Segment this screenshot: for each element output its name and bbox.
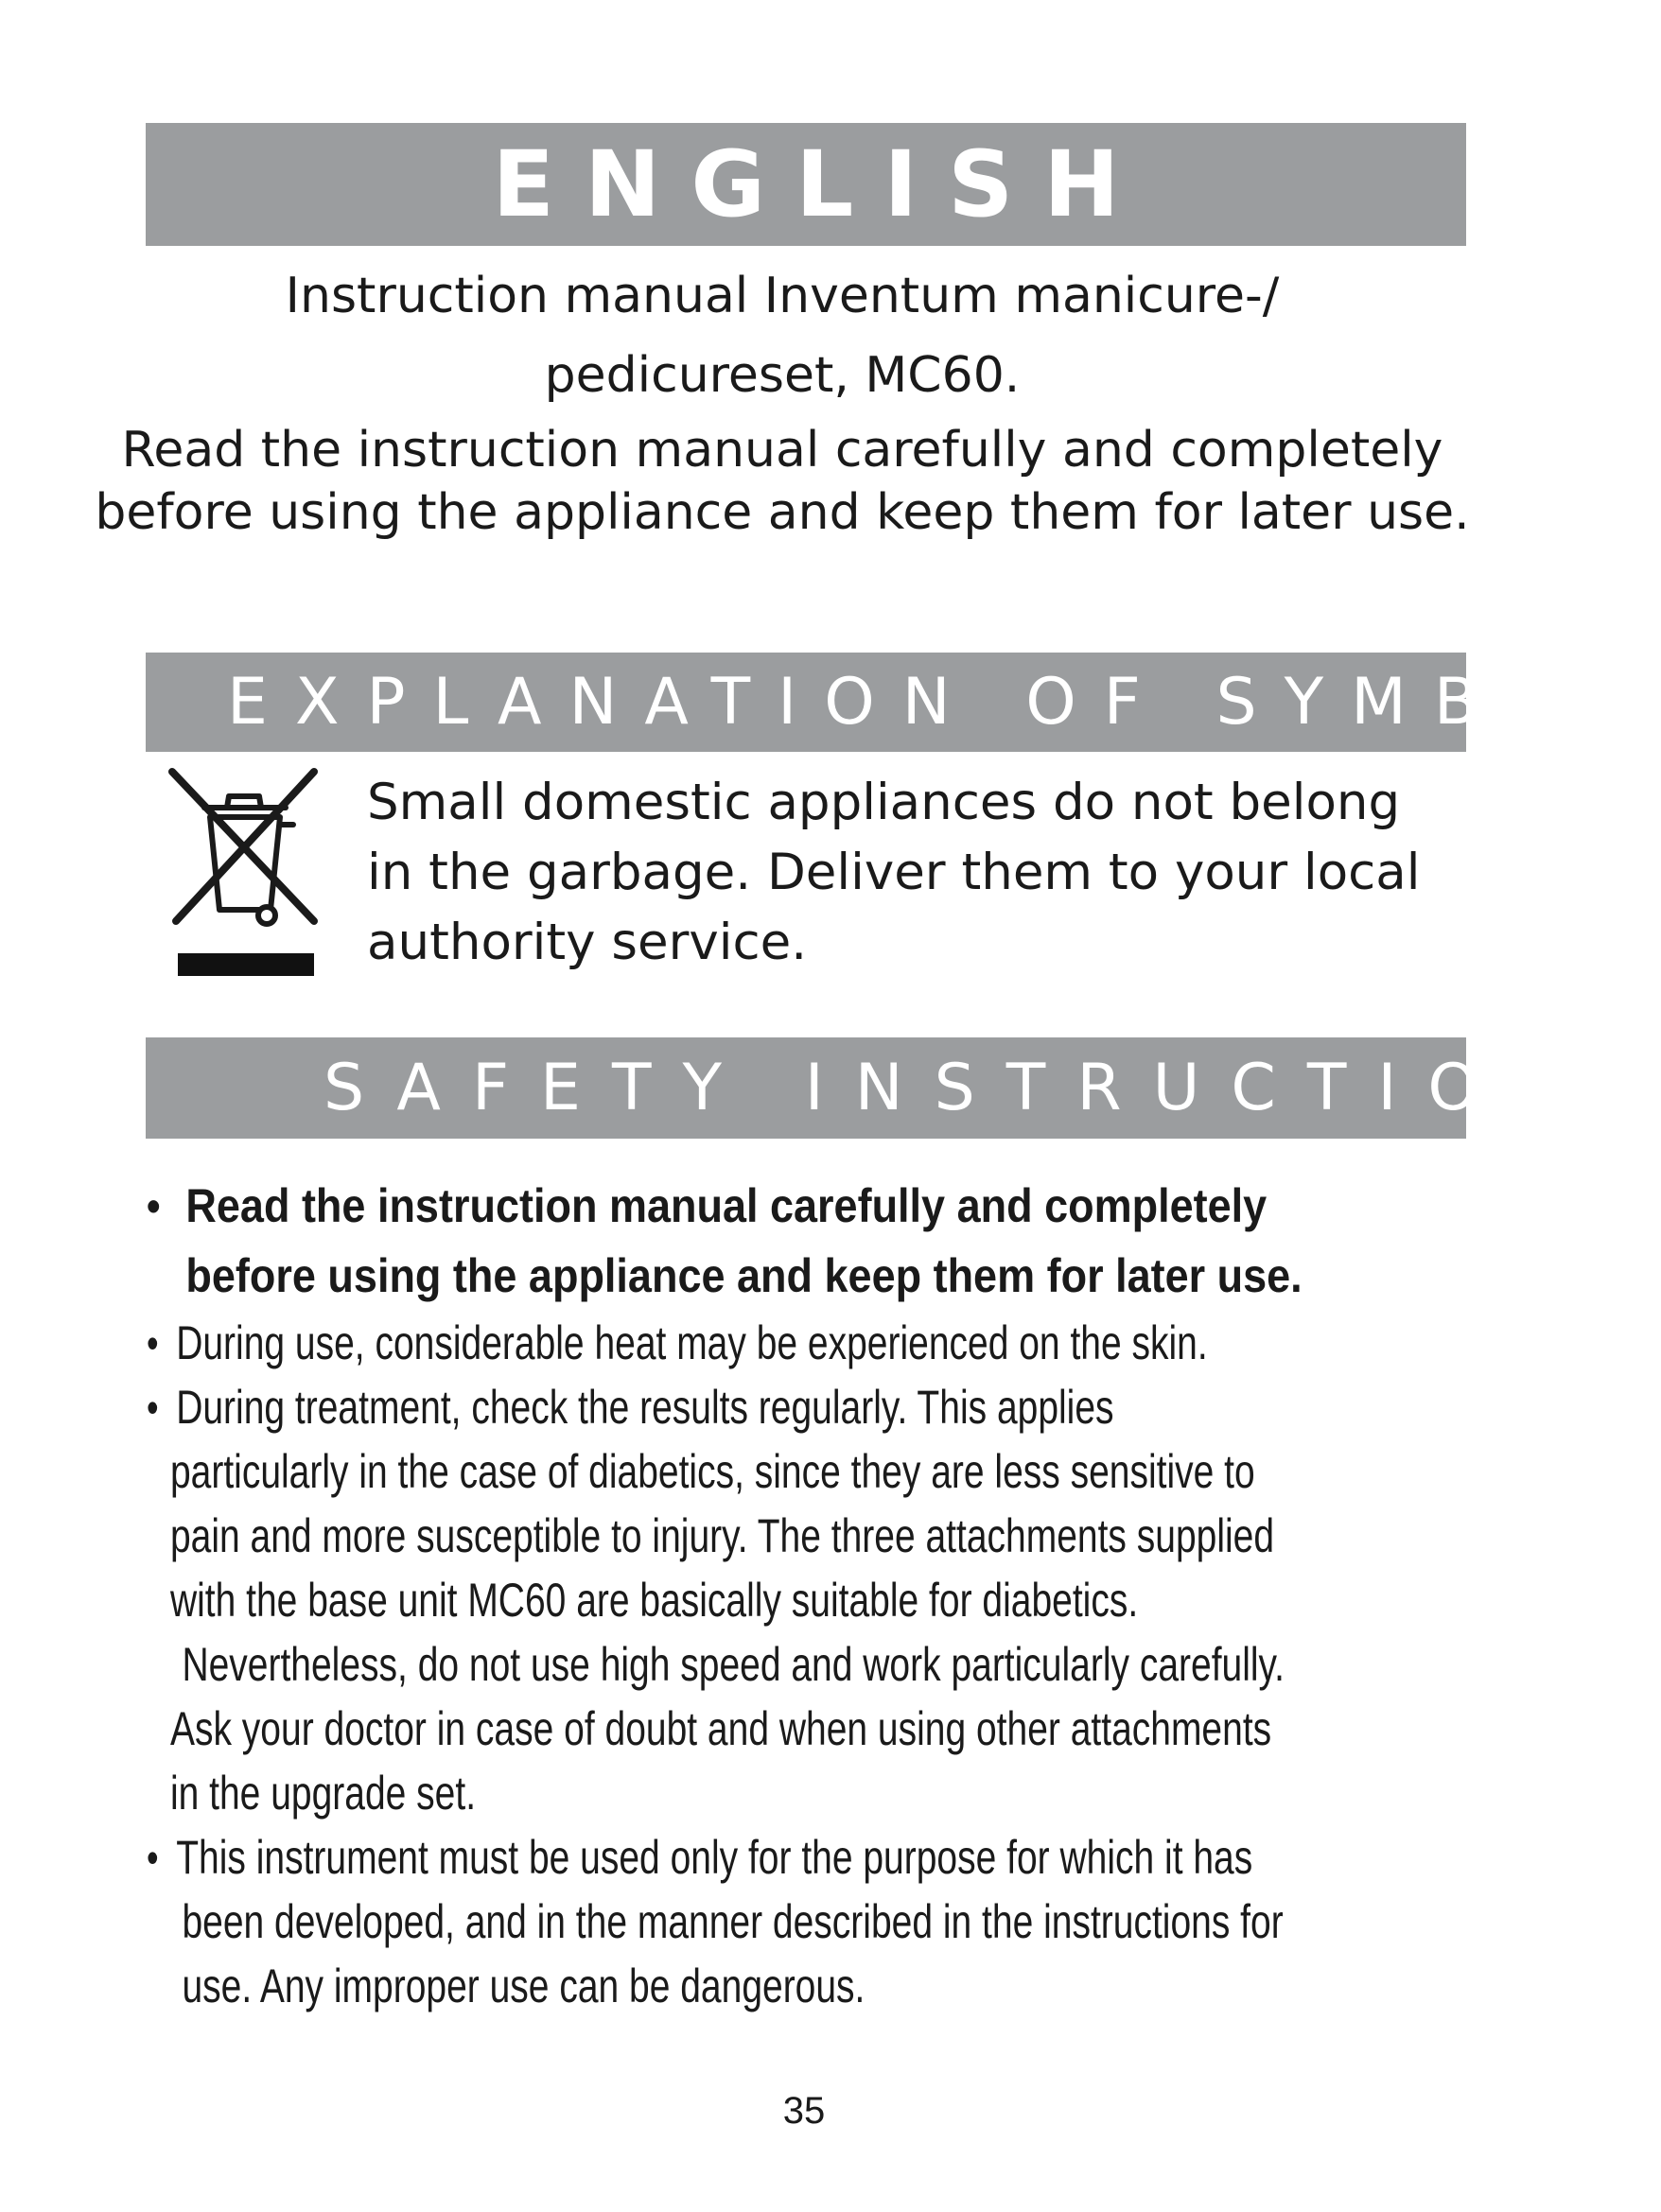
read-notice-line-2: before using the appliance and keep them for later use. [95, 484, 1470, 541]
safety-item-4-line-2: been developed, and in the manner described in the instructions for [182, 1895, 1284, 1948]
symbol-explanation-heading: EXPLANATION OF SYMBOL [227, 665, 1646, 740]
list-item-continuation [147, 1439, 1255, 1504]
safety-item-1-line-1: Read the instruction manual carefully and completely [185, 1179, 1268, 1232]
crossed-out-wheelie-bin-icon [168, 768, 320, 980]
manual-title-line-2: pedicureset, MC60. [544, 347, 1021, 404]
list-item-continuation [147, 1890, 1284, 1954]
list-item-continuation [147, 1504, 1275, 1568]
language-title: ENGLISH [492, 131, 1150, 237]
list-item [147, 1311, 1208, 1375]
safety-item-3-line-2: particularly in the case of diabetics, since they are less sensitive to [169, 1445, 1255, 1498]
safety-item-3-line-6: Ask your doctor in case of doubt and when using other attachments [169, 1702, 1272, 1755]
safety-item-2-line-1: During use, considerable heat may be experienced on the skin. [176, 1316, 1208, 1369]
symbol-text-line-3: authority service. [367, 914, 808, 971]
safety-instructions-list [147, 1171, 1471, 2018]
list-item-continuation [147, 1241, 1338, 1311]
list-item [147, 1825, 1253, 1890]
safety-item-1-line-2: before using the appliance and keep them for later use. [185, 1249, 1303, 1302]
list-item-continuation [147, 1568, 1180, 1632]
manual-title-line-1: Instruction manual Inventum manicure-/ [285, 268, 1280, 324]
list-item-continuation [147, 1697, 1272, 1761]
safety-item-3-line-4: with the base unit MC60 are basically suitable for diabetics. [169, 1574, 1139, 1627]
safety-item-3-line-5: Nevertheless, do not use high speed and work particularly carefully. [182, 1638, 1285, 1691]
symbol-explanation-header-bar [146, 653, 1646, 752]
bullet-icon: • [147, 1383, 159, 1432]
symbol-text-line-1: Small domestic appliances do not belong [367, 774, 1401, 831]
symbol-explanation-text [367, 768, 1464, 978]
bullet-icon: • [147, 1318, 159, 1367]
safety-item-4-line-1: This instrument must be used only for the purpose for which it has [176, 1831, 1253, 1884]
safety-instructions-header-bar [146, 1037, 1661, 1139]
symbol-text-line-2: in the garbage. Deliver them to your local [367, 844, 1421, 901]
list-item [147, 1375, 1180, 1439]
page-number: 35 [782, 2090, 826, 2132]
safety-instructions-heading: SAFETY INSTRUCTIONS [323, 1051, 1661, 1125]
safety-item-3-line-1: During treatment, check the results regularly. This applies [176, 1381, 1114, 1434]
list-item-continuation [147, 1761, 1180, 1825]
list-item-continuation [147, 1632, 1285, 1697]
language-header-bar [146, 123, 1466, 246]
safety-item-3-line-7: in the upgrade set. [169, 1767, 477, 1820]
read-notice-line-1: Read the instruction manual carefully and completely [121, 422, 1443, 479]
bullet-icon: • [147, 1181, 161, 1230]
list-item-continuation [147, 1954, 1180, 2018]
safety-item-4-line-3: use. Any improper use can be dangerous. [182, 1959, 865, 2012]
safety-item-3-line-3: pain and more susceptible to injury. The three attachments supplied [169, 1509, 1275, 1562]
list-item [147, 1171, 1338, 1241]
intro-section [95, 260, 1470, 544]
bullet-icon: • [147, 1833, 159, 1882]
